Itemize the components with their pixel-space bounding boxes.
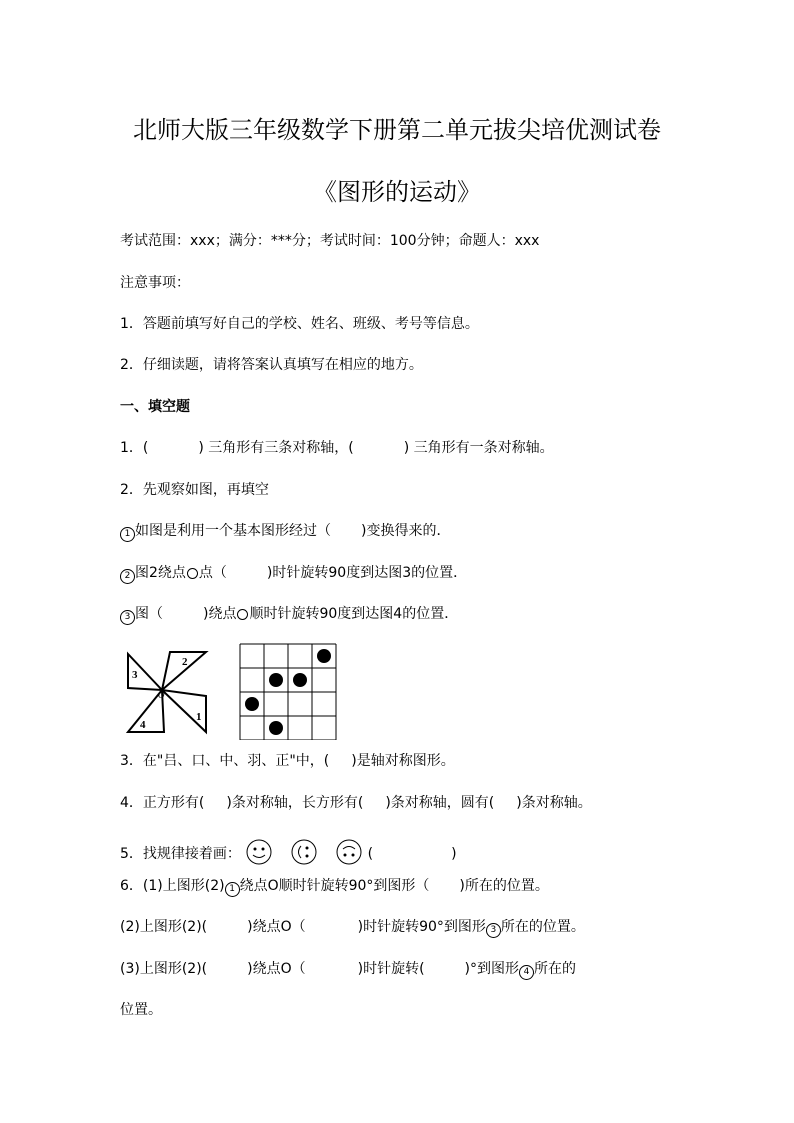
figure-label-4: 4: [140, 719, 146, 731]
grid-dot: [317, 649, 331, 663]
smiley-face-icon: [245, 838, 273, 866]
grid-dot: [269, 673, 283, 687]
question-2-part-3: 3 图（ )绕点 顺时针旋转90度到达图4的位置．: [120, 604, 458, 625]
circled-number: 3: [120, 610, 135, 625]
point-o-icon: [237, 609, 248, 620]
figure-label-3: 3: [132, 669, 138, 681]
circled-number: 1: [120, 527, 135, 542]
grid-dot: [293, 673, 307, 687]
exam-info: 考试范围：xxx；满分：***分；考试时间：100分钟；命题人：xxx: [120, 233, 540, 249]
page-title: 北师大版三年级数学下册第二单元拔尖培优测试卷: [133, 116, 661, 144]
dot-grid-figure: [238, 642, 338, 740]
pinwheel-figure: [122, 648, 212, 736]
note-2: 2．仔细读题，请将答案认真填写在相应的地方。: [120, 357, 423, 373]
question-4: 4．正方形有( )条对称轴，长方形有( )条对称轴，圆有( )条对称轴。: [120, 795, 592, 811]
question-2-part-2: 2 图2绕点 点（ )时针旋转90度到达图3的位置．: [120, 563, 467, 584]
figure-label-1: 1: [196, 711, 202, 723]
circled-number: 2: [120, 569, 135, 584]
question-3: 3．在"吕、口、中、羽、正"中，( )是轴对称图形。: [120, 753, 455, 769]
question-2-part-1: 1 如图是利用一个基本图形经过（ )变换得来的．: [120, 521, 450, 542]
note-1: 1．答题前填写好自己的学校、姓名、班级、考号等信息。: [120, 316, 479, 332]
question-6-part-2: (2)上图形(2)( )绕点O（ )时针旋转90°到图形 3 所在的位置。: [120, 917, 585, 938]
grid-dot: [245, 697, 259, 711]
question-6-part-3-continued: 位置。: [120, 1002, 162, 1018]
circled-number: 3: [486, 923, 501, 938]
question-5: 5．找规律接着画： ( ): [120, 838, 457, 866]
question-2: 2．先观察如图，再填空: [120, 482, 269, 498]
frown-face-icon: [335, 838, 363, 866]
rotated-face-icon: [290, 838, 318, 866]
figure-label-2: 2: [182, 656, 188, 668]
page-subtitle: 《图形的运动》: [313, 178, 481, 206]
section-heading: 一、填空题: [120, 399, 190, 415]
question-6-part-3: (3)上图形(2)( )绕点O（ )时针旋转( )°到图形 4 所在的: [120, 959, 576, 980]
point-o-icon: [187, 568, 198, 579]
question-6-part-1: 6．(1)上图形(2) 1 绕点O顺时针旋转90°到图形（ )所在的位置。: [120, 876, 549, 897]
grid-dot: [269, 721, 283, 735]
notes-heading: 注意事项：: [120, 275, 190, 291]
figure-label-o: O: [158, 690, 165, 700]
circled-number: 4: [519, 965, 534, 980]
circled-number: 1: [225, 882, 240, 897]
question-1: 1．( ) 三角形有三条对称轴，( ) 三角形有一条对称轴。: [120, 440, 554, 456]
